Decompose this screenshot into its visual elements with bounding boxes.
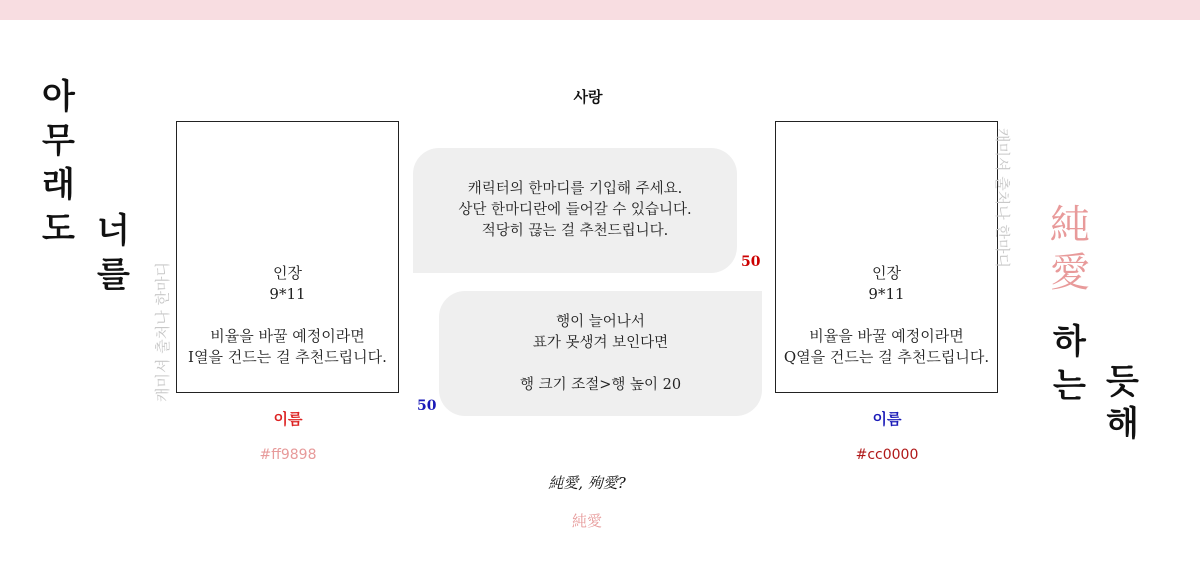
left-name-label: 이름 bbox=[273, 410, 303, 428]
quote-bubble-top bbox=[413, 148, 737, 273]
bubble-line: 적당히 끊는 걸 추천드립니다. bbox=[481, 223, 669, 239]
card-label-seal: 인장 bbox=[273, 264, 302, 282]
right-title-char: 는 bbox=[1053, 366, 1086, 406]
bubble-line: 행이 늘어나서 bbox=[556, 313, 645, 330]
left-title-column-1 bbox=[42, 77, 75, 249]
footer-caption: 純愛, 殉愛? bbox=[548, 474, 626, 492]
right-title-hanja: 純 bbox=[1050, 202, 1090, 248]
card-ratio: 9*11 bbox=[269, 285, 306, 303]
card-hint-line: 비율을 바꿀 예정이라면 bbox=[809, 327, 964, 345]
top-char-count: 50 bbox=[741, 254, 761, 270]
bottom-char-count: 50 bbox=[417, 398, 437, 414]
right-profile-card bbox=[775, 121, 998, 393]
left-title-char: 무 bbox=[42, 121, 75, 161]
page-title: 사랑 bbox=[573, 88, 603, 106]
right-title-pink bbox=[1050, 202, 1090, 296]
card-hint-line: Q열을 건드는 걸 추천드립니다. bbox=[783, 348, 990, 366]
card-hint-line: 비율을 바꿀 예정이라면 bbox=[210, 327, 365, 345]
right-title-column-1 bbox=[1053, 322, 1086, 406]
right-name-label: 이름 bbox=[872, 410, 902, 428]
card-ratio: 9*11 bbox=[868, 285, 905, 303]
left-side-note: 캐미셔 출처나 한마디 bbox=[153, 262, 172, 402]
left-title-char: 를 bbox=[97, 255, 130, 295]
left-title-char: 아 bbox=[42, 77, 75, 117]
right-title-char: 하 bbox=[1053, 322, 1086, 362]
top-banner-bar bbox=[0, 0, 1200, 20]
right-title-hanja: 愛 bbox=[1050, 250, 1090, 296]
bubble-line: 상단 한마디란에 들어갈 수 있습니다. bbox=[458, 202, 692, 218]
right-side-note: 캐미셔 출처나 한마디 bbox=[993, 128, 1012, 268]
right-title-column-2 bbox=[1106, 362, 1139, 444]
right-hex-code: #cc0000 bbox=[855, 447, 919, 463]
left-title-char: 너 bbox=[97, 211, 130, 251]
left-profile-card bbox=[176, 121, 399, 393]
right-title-char: 해 bbox=[1106, 404, 1139, 444]
left-title-char: 도 bbox=[42, 209, 75, 249]
bubble-line: 표가 못생겨 보인다면 bbox=[532, 334, 669, 351]
left-title-char: 래 bbox=[42, 165, 75, 205]
left-title-column-2 bbox=[97, 211, 130, 295]
card-hint-line: I열을 건드는 걸 추천드립니다. bbox=[188, 348, 387, 366]
bubble-line: 캐릭터의 한마디를 기입해 주세요. bbox=[467, 181, 683, 197]
quote-bubble-bottom bbox=[439, 291, 762, 416]
footer-sub: 純愛 bbox=[571, 512, 603, 530]
bubble-line: 행 크기 조절>행 높이 20 bbox=[519, 376, 682, 393]
right-title-char: 듯 bbox=[1106, 362, 1139, 402]
card-label-seal: 인장 bbox=[872, 264, 901, 282]
left-hex-code: #ff9898 bbox=[259, 447, 317, 463]
